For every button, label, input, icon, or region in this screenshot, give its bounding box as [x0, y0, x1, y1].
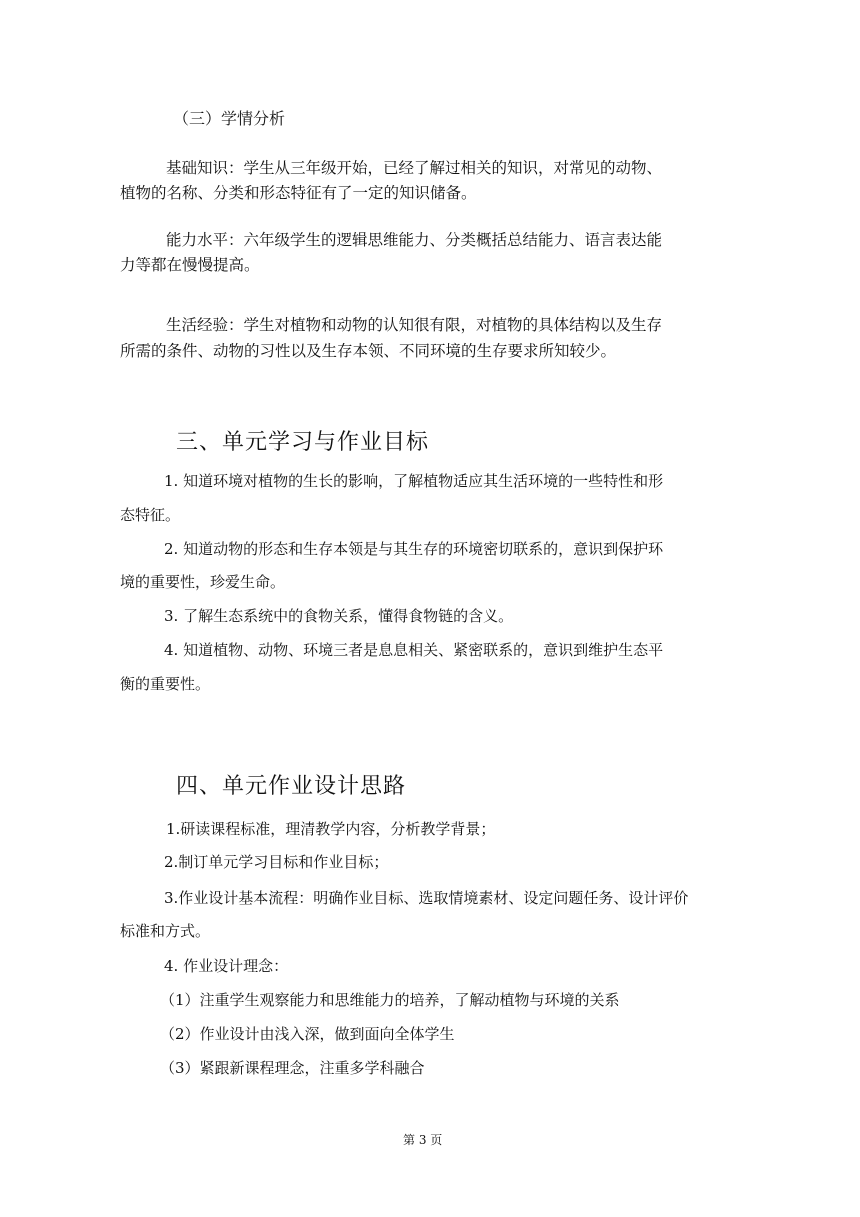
goal-item-2-line1: 2. 知道动物的形态和生存本领是与其生存的环境密切联系的，意识到保护环 — [164, 540, 664, 558]
experience-line1: 生活经验：学生对植物和动物的认知很有限，对植物的具体结构以及生存 — [166, 316, 663, 334]
design-item-2: 2.制订单元学习目标和作业目标； — [164, 853, 389, 871]
design-sub-item-2: （2）作业设计由浅入深，做到面向全体学生 — [160, 1025, 455, 1043]
design-item-1: 1.研读课程标准，理清教学内容，分析教学背景； — [166, 820, 496, 838]
ability-line2: 力等都在慢慢提高。 — [120, 256, 260, 274]
design-item-3-line1: 3.作业设计基本流程：明确作业目标、选取情境素材、设定问题任务、设计评价 — [164, 889, 689, 907]
section-learning-heading: （三）学情分析 — [173, 109, 286, 128]
basic-knowledge-line2: 植物的名称、分类和形态特征有了一定的知识储备。 — [120, 184, 477, 202]
design-item-3-line2: 标准和方式。 — [120, 922, 211, 940]
goal-item-3-line1: 3. 了解生态系统中的食物关系，懂得食物链的含义。 — [164, 607, 514, 625]
design-sub-item-1: （1）注重学生观察能力和思维能力的培养，了解动植物与环境的关系 — [160, 991, 620, 1009]
goal-item-4-line1: 4. 知道植物、动物、环境三者是息息相关、紧密联系的，意识到维护生态平 — [164, 641, 664, 659]
page-number: 第 3 页 — [403, 1133, 443, 1147]
section-goals-heading: 三、单元学习与作业目标 — [176, 430, 430, 455]
goal-item-4-line2: 衡的重要性。 — [120, 675, 211, 693]
goal-item-1-line1: 1. 知道环境对植物的生长的影响，了解植物适应其生活环境的一些特性和形 — [164, 472, 664, 490]
goal-item-1-line2: 态特征。 — [120, 506, 181, 524]
ability-line1: 能力水平：六年级学生的逻辑思维能力、分类概括总结能力、语言表达能 — [166, 231, 663, 249]
experience-line2: 所需的条件、动物的习性以及生存本领、不同环境的生存要求所知较少。 — [120, 342, 617, 360]
section-design-heading: 四、单元作业设计思路 — [176, 774, 407, 799]
design-sub-item-3: （3）紧跟新课程理念，注重多学科融合 — [160, 1059, 425, 1077]
goal-item-2-line2: 境的重要性，珍爱生命。 — [120, 573, 286, 591]
design-item-4: 4. 作业设计理念： — [164, 957, 289, 975]
basic-knowledge-line1: 基础知识：学生从三年级开始，已经了解过相关的知识，对常见的动物、 — [166, 159, 663, 177]
